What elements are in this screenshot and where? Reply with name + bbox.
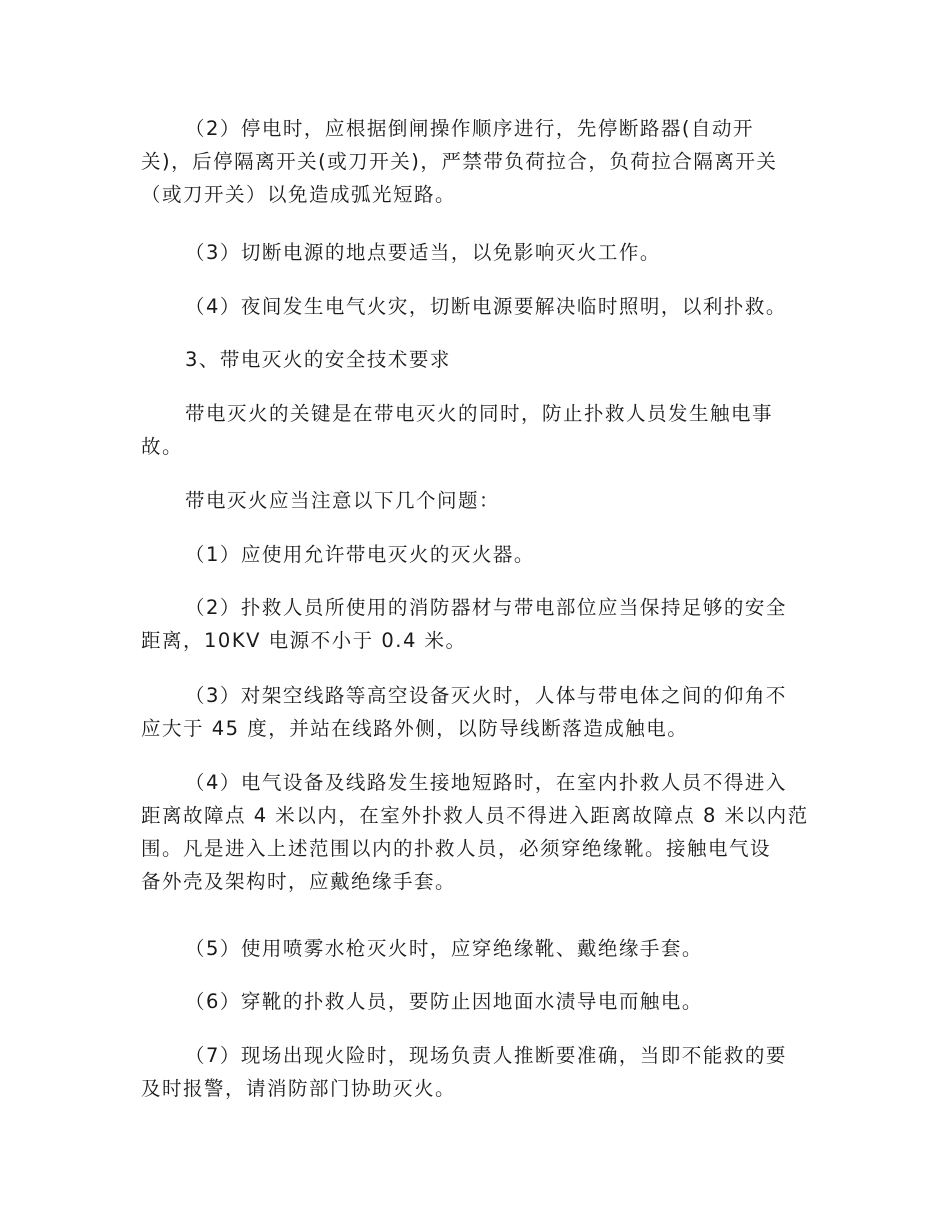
text-line: （3）对架空线路等高空设备灭火时，人体与带电体之间的仰角不 [185, 684, 787, 707]
paragraph-power-off-procedure [141, 112, 811, 211]
paragraph-item-6 [141, 985, 811, 1018]
paragraph-item-5 [141, 932, 811, 965]
text-line: 围。凡是进入上述范围以内的扑救人员，必须穿绝缘靴。接触电气设 [141, 837, 772, 860]
text-line: 故。 [141, 435, 184, 458]
paragraph-item-1 [141, 538, 811, 571]
text-line: 备外壳及架构时，应戴绝缘手套。 [141, 870, 457, 893]
text-line: （2）停电时，应根据倒闸操作顺序进行，先停断路器(自动开 [185, 117, 755, 140]
text-line: （6）穿靴的扑救人员，要防止因地面水渍导电而触电。 [185, 990, 703, 1013]
paragraph-item-2 [141, 591, 811, 657]
paragraph-cutoff-location [141, 236, 811, 269]
text-line: （4）夜间发生电气火灾，切断电源要解决临时照明，以利扑救。 [185, 295, 787, 318]
paragraph-item-3 [141, 679, 811, 745]
text-line: （3）切断电源的地点要适当，以免影响灭火工作。 [185, 241, 661, 264]
text-line: （或刀开关）以免造成弧光短路。 [141, 183, 457, 206]
text-line: 及时报警，请消防部门协助灭火。 [141, 1077, 457, 1100]
paragraph-item-7 [141, 1039, 811, 1105]
paragraph-key-point [141, 397, 811, 463]
text-line: （4）电气设备及线路发生接地短路时，在室内扑救人员不得进入 [185, 771, 787, 794]
text-line: （2）扑救人员所使用的消防器材与带电部位应当保持足够的安全 [185, 596, 787, 619]
paragraph-item-4 [141, 766, 811, 898]
paragraph-night-fire [141, 290, 811, 323]
text-line: （1）应使用允许带电灭火的灭火器。 [185, 543, 535, 566]
text-line: 距离，10KV 电源不小于 0.4 米。 [141, 629, 467, 652]
text-line: 带电灭火的关键是在带电灭火的同时，防止扑救人员发生触电事 [185, 402, 774, 425]
text-line: 距离故障点 4 米以内，在室外扑救人员不得进入距离故障点 8 米以内范 [141, 804, 809, 827]
text-line: 应大于 45 度，并站在线路外侧，以防导线断落造成触电。 [141, 717, 689, 740]
paragraph-attention-items [141, 484, 811, 517]
text-line: 带电灭火应当注意以下几个问题： [185, 489, 501, 512]
section-heading-live-firefighting [141, 343, 811, 376]
text-line: 3、带电灭火的安全技术要求 [185, 348, 451, 371]
text-line: 关)，后停隔离开关(或刀开关)，严禁带负荷拉合，负荷拉合隔离开关 [141, 150, 778, 173]
text-line: （7）现场出现火险时，现场负责人推断要准确，当即不能救的要 [185, 1044, 787, 1067]
text-line: （5）使用喷雾水枪灭火时，应穿绝缘靴、戴绝缘手套。 [185, 937, 703, 960]
